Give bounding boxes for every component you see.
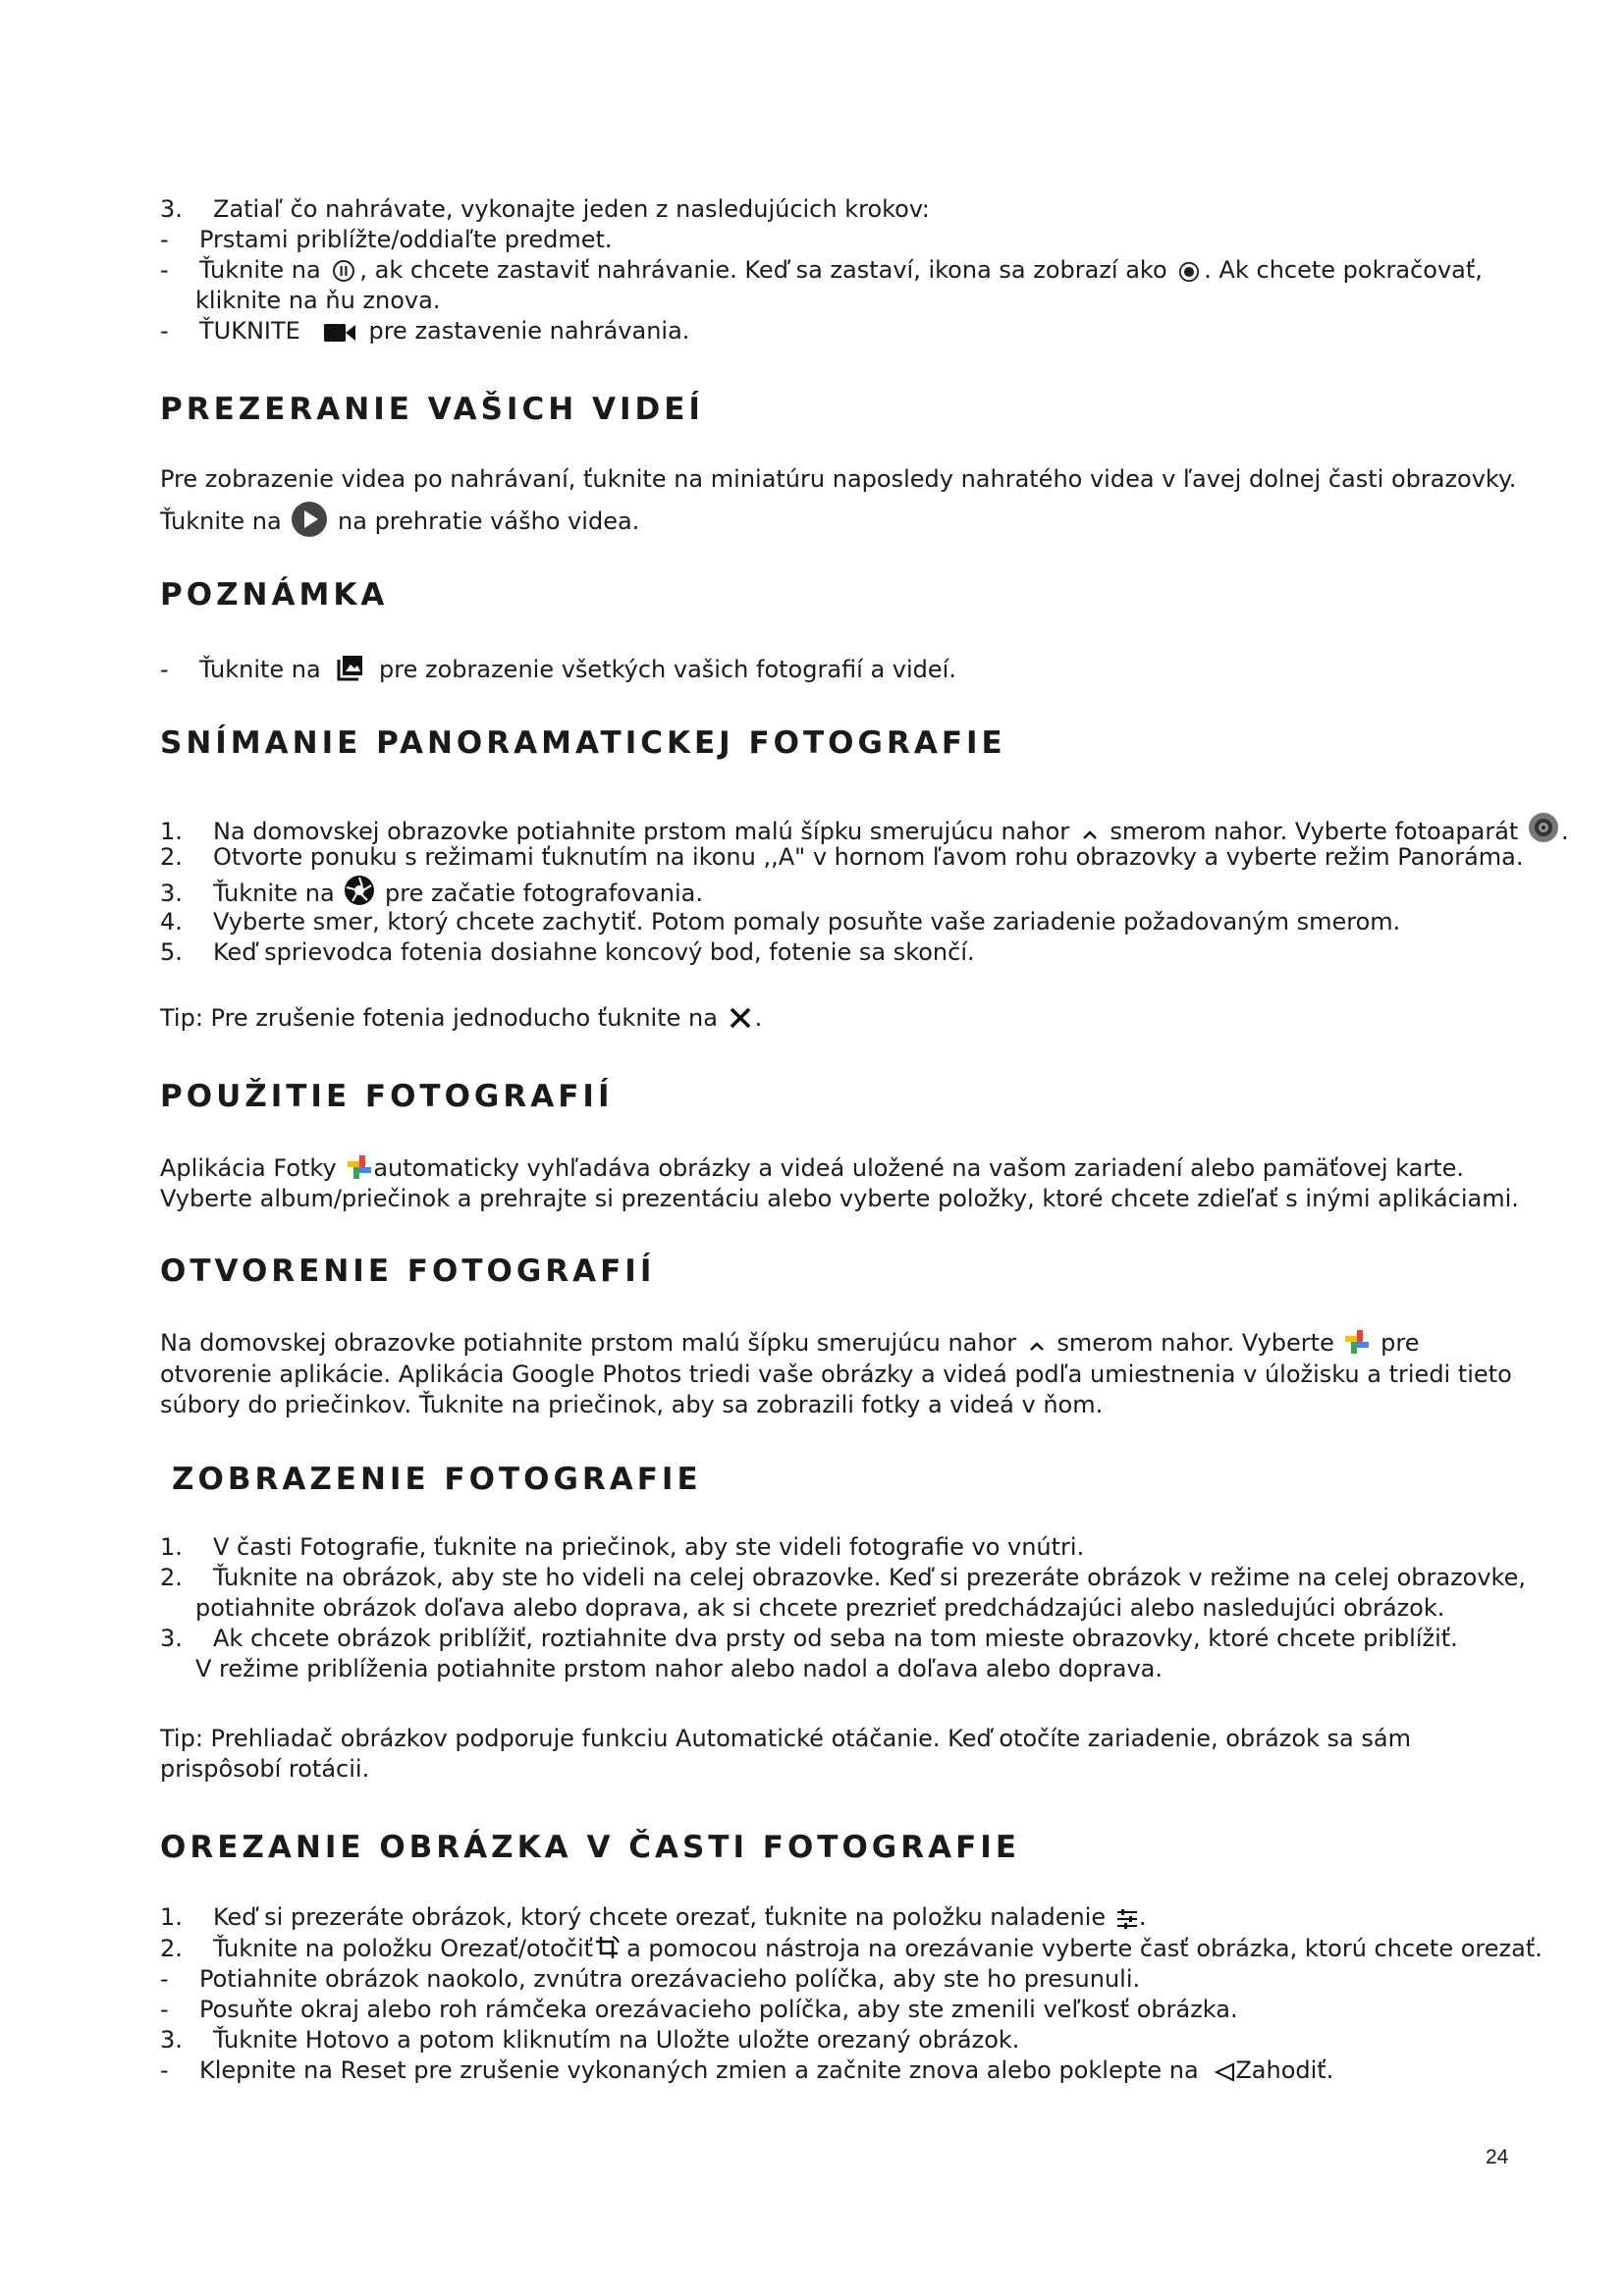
google-photos-icon (1343, 1328, 1371, 1363)
panorama-item-2: 2. Otvorte ponuku s režimami ťuknutím na ikonu ,,A" v hornom ľavom rohu obrazovky a vyberte režim Panoráma. (160, 843, 1524, 871)
panorama-item-1: 1. Na domovskej obrazovke potiahnite prstom malú šípku smerujúcu nahor smerom nahor. Vyberte fotoaparát . (160, 812, 1569, 852)
viewing-photo-item-2-continued: potiahnite obrázok doľava alebo doprava, ak si chcete prezrieť predchádzajúci alebo nasledujúci obrázok. (195, 1594, 1445, 1622)
recording-bullet-1: - Prstami priblížte/oddiaľte predmet. (160, 226, 613, 253)
panorama-tip: Tip: Pre zrušenie fotenia jednoducho ťuknite na . (160, 1003, 762, 1039)
camera-app-icon (1528, 812, 1559, 851)
cropping-item-3: 3. Ťuknite Hotovo a potom kliknutím na Uložte uložte orezaný obrázok. (160, 2026, 1020, 2054)
panorama-item-5: 5. Keď sprievodca fotenia dosiahne koncový bod, fotenie sa skončí. (160, 938, 975, 966)
recording-bullet-2-continued: kliknite na ňu znova. (195, 287, 441, 314)
viewing-videos-paragraph: Pre zobrazenie videa po nahrávaní, ťuknite na miniatúru naposledy nahratého videa v ľavej dolnej časti obrazovky. (160, 465, 1517, 493)
panorama-item-3: 3. Ťuknite na pre začatie fotografovania. (160, 875, 703, 914)
back-arrow-icon (1214, 2060, 1235, 2091)
heading-using-photos: POUŽITIE FOTOGRAFIÍ (160, 1079, 614, 1114)
record-icon (1178, 260, 1200, 291)
heading-note: POZNÁMKA (160, 577, 389, 613)
cropping-bullet-2: - Posuňte okraj alebo roh rámčeka orezávacieho políčka, aby ste zmenili veľkosť obrázka. (160, 1996, 1238, 2023)
panorama-item-4: 4. Vyberte smer, ktorý chcete zachytiť. Potom pomaly posuňte vaše zariadenie požadovaným smerom. (160, 908, 1401, 935)
play-icon (291, 501, 328, 546)
gallery-icon (336, 655, 363, 690)
using-photos-line-2: Vyberte album/priečinok a prehrajte si prezentáciu alebo vyberte položky, ktoré chcete zdieľať s inými aplikáciami. (160, 1185, 1519, 1212)
heading-panorama: SNÍMANIE PANORAMATICKEJ FOTOGRAFIE (160, 725, 1006, 761)
cropping-item-1: 1. Keď si prezeráte obrázok, ktorý chcete orezať, ťuknite na položku naladenie . (160, 1902, 1146, 1938)
viewing-photo-item-1: 1. V časti Fotografie, ťuknite na priečinok, aby ste videli fotografie vo vnútri. (160, 1533, 1085, 1561)
heading-cropping: OREZANIE OBRÁZKA V ČASTI FOTOGRAFIE (160, 1830, 1020, 1865)
heading-viewing-photo: ZOBRAZENIE FOTOGRAFIE (172, 1462, 702, 1497)
recording-bullet-3: - ŤUKNITE pre zastavenie nahrávania. (160, 316, 689, 351)
note-bullet: - Ťuknite na pre zobrazenie všetkých vašich fotografií a videí. (160, 655, 956, 690)
video-camera-icon (323, 321, 356, 351)
viewing-photo-item-3-continued: V režime priblíženia potiahnite prstom nahor alebo nadol a doľava alebo doprava. (195, 1655, 1163, 1682)
page-number: 24 (1486, 2146, 1509, 2168)
viewing-photo-item-3: 3. Ak chcete obrázok priblížiť, roztiahnite dva prsty od seba na tom mieste obrazovky, ktoré chcete priblížiť. (160, 1625, 1458, 1652)
recording-step-3: 3. Zatiaľ čo nahrávate, vykonajte jeden z nasledujúcich krokov: (160, 195, 930, 223)
cropping-bullet-1: - Potiahnite obrázok naokolo, zvnútra orezávacieho políčka, aby ste ho presunuli. (160, 1965, 1141, 1993)
opening-photos-line-1: Na domovskej obrazovke potiahnite prstom malú šípku smerujúcu nahor smerom nahor. Vyberte pre (160, 1328, 1419, 1363)
using-photos-line-1: Aplikácia Fotky automaticky vyhľadáva obrázky a videá uložené na vašom zariadení alebo pamäťovej karte. (160, 1153, 1464, 1189)
heading-viewing-videos: PREZERANIE VAŠICH VIDEÍ (160, 392, 704, 427)
cropping-item-2: 2. Ťuknite na položku Orezať/otočiť a pomocou nástroja na orezávanie vyberte časť obrázka, ktorú chcete orezať. (160, 1934, 1543, 1969)
viewing-photo-tip-1: Tip: Prehliadač obrázkov podporuje funkciu Automatické otáčanie. Keď otočíte zariadenie, obrázok sa sám (160, 1725, 1411, 1752)
heading-opening-photos: OTVORENIE FOTOGRAFIÍ (160, 1254, 656, 1289)
close-icon (728, 1005, 753, 1039)
viewing-photo-item-2: 2. Ťuknite na obrázok, aby ste ho videli na celej obrazovke. Keď si prezeráte obrázok v režime na celej obrazovke, (160, 1564, 1526, 1591)
opening-photos-line-3: súbory do priečinkov. Ťuknite na priečinok, aby sa zobrazili fotky a videá v ňom. (160, 1391, 1104, 1418)
opening-photos-line-2: otvorenie aplikácie. Aplikácia Google Photos triedi vaše obrázky a videá podľa umiestnenia v úložisku a triedi tieto (160, 1361, 1512, 1388)
cropping-bullet-3: - Klepnite na Reset pre zrušenie vykonaných zmien a začnite znova alebo poklepte na Zahodiť. (160, 2056, 1333, 2091)
viewing-photo-tip-2: prispôsobí rotácii. (160, 1755, 370, 1783)
viewing-videos-play-line: Ťuknite na na prehratie vášho videa. (160, 501, 639, 546)
recording-bullet-2: - Ťuknite na , ak chcete zastaviť nahrávanie. Keď sa zastaví, ikona sa zobrazí ako . Ak chcete pokračovať, (160, 255, 1483, 291)
